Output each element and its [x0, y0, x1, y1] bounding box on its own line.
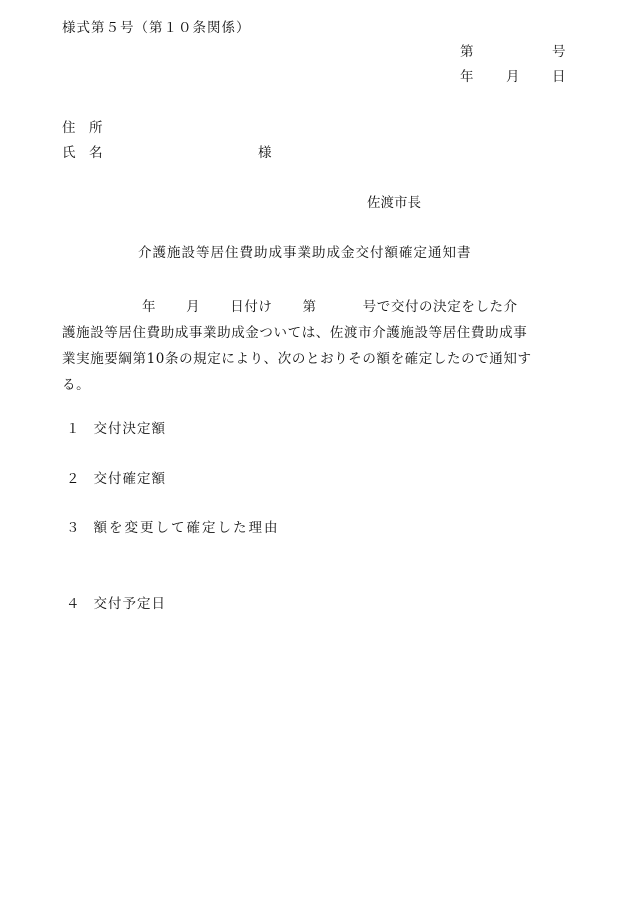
item-label: 額を変更して確定した理由: [93, 520, 280, 536]
item-number: １: [66, 421, 80, 437]
body-line2: 護施設等居住費助成事業助成金ついては、佐渡市介護施設等居住費助成事: [62, 325, 528, 341]
address-label: 住 所: [62, 120, 103, 136]
honorific: 様: [258, 145, 272, 161]
body-line4: る。: [62, 377, 91, 393]
item-number: ４: [66, 596, 80, 612]
body-line1-rest: 号で交付の決定をした介: [362, 299, 518, 315]
item-1: [66, 423, 166, 437]
doc-number-suffix: 号: [552, 44, 566, 60]
body-paragraph: [62, 294, 572, 398]
doc-number-prefix: 第: [460, 44, 474, 60]
item-label: 交付予定日: [93, 596, 166, 612]
form-label: 様式第５号（第１０条関係）: [62, 20, 251, 36]
body-number-prefix: 第: [302, 299, 317, 315]
item-number: ３: [66, 520, 80, 536]
body-month: 月: [186, 299, 201, 315]
item-4: [66, 598, 166, 612]
item-2: [66, 473, 166, 487]
date-year: 年: [460, 69, 474, 85]
date-day: 日: [552, 69, 566, 85]
item-label: 交付決定額: [93, 421, 166, 437]
item-number: ２: [66, 471, 80, 487]
item-3: [66, 522, 280, 536]
date-month: 月: [506, 69, 520, 85]
name-label: 氏 名: [62, 145, 103, 161]
document-title: 介護施設等居住費助成事業助成金交付額確定通知書: [138, 245, 472, 261]
issuer: 佐渡市長: [367, 195, 421, 211]
body-day-dated: 日付け: [230, 299, 273, 315]
item-label: 交付確定額: [93, 471, 166, 487]
body-line3: 業実施要綱第10条の規定により、次のとおりその額を確定したので通知す: [62, 351, 532, 367]
body-year: 年: [142, 299, 157, 315]
